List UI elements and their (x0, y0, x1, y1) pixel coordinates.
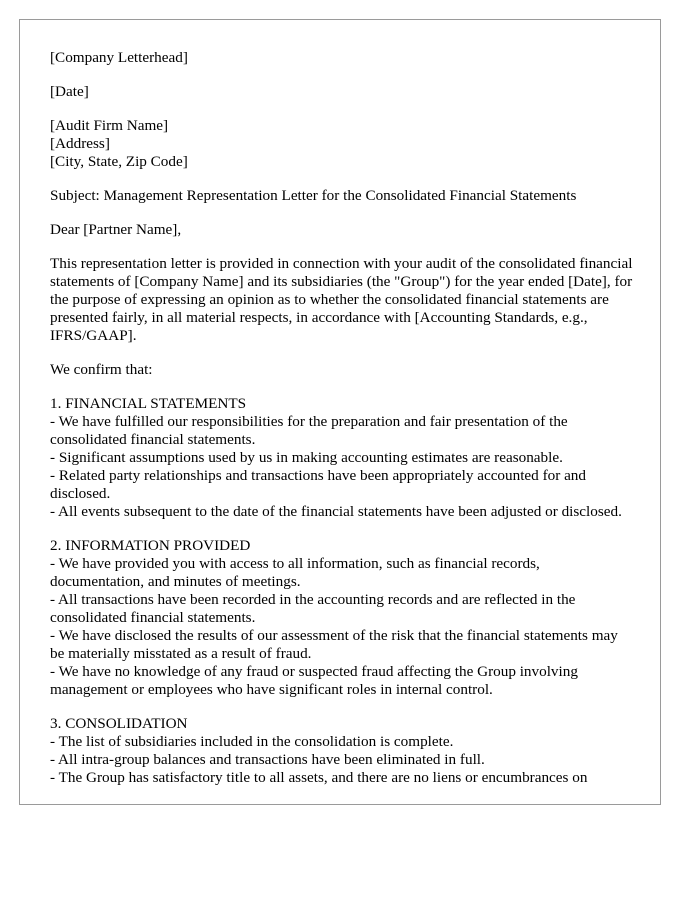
section-title: 2. INFORMATION PROVIDED (50, 537, 251, 554)
bullet-item: - We have fulfilled our responsibilities for the preparation and fair presentation of the consolidated financial statements. (50, 413, 568, 448)
bullet-item: - The list of subsidiaries included in the consolidation is complete. (50, 733, 454, 750)
firm-city-state-zip: [City, State, Zip Code] (50, 153, 188, 170)
bullet-item: - We have no knowledge of any fraud or suspected fraud affecting the Group involving management or employees who have significant roles in internal control. (50, 663, 578, 698)
bullet-item: - All events subsequent to the date of the financial statements have been adjusted or disclosed. (50, 503, 622, 520)
section-financial-statements (50, 395, 634, 521)
firm-address: [Address] (50, 135, 110, 152)
salutation: Dear [Partner Name], (50, 221, 182, 238)
section-information-provided (50, 537, 634, 699)
bullet-item: - Related party relationships and transactions have been appropriately accounted for and disclosed. (50, 467, 586, 502)
audit-firm-name: [Audit Firm Name] (50, 117, 169, 134)
letter-page (19, 19, 661, 805)
letter-date: [Date] (50, 83, 89, 100)
bullet-item: - We have disclosed the results of our assessment of the risk that the financial statements may be materially misstated as a result of fraud. (50, 627, 618, 662)
recipient-address (50, 117, 634, 171)
bullet-item: - All transactions have been recorded in the accounting records and are reflected in the consolidated financial statements. (50, 591, 576, 626)
bullet-item: - Significant assumptions used by us in making accounting estimates are reasonable. (50, 449, 563, 466)
bullet-item: - The Group has satisfactory title to all assets, and there are no liens or encumbrances on (50, 769, 588, 786)
section-consolidation (50, 715, 634, 787)
subject-line: Subject: Management Representation Letter for the Consolidated Financial Statements (50, 187, 577, 204)
section-title: 3. CONSOLIDATION (50, 715, 188, 732)
section-title: 1. FINANCIAL STATEMENTS (50, 395, 247, 412)
intro-paragraph: This representation letter is provided in connection with your audit of the consolidated financial statements of [Company Name] and its subsidiaries (the "Group") for the year ended [Date], for the purpose of expressing an opinion as to whether the consolidated financial statements are presented fairly, in all material respects, in accordance with [Accounting Standards, e.g., IFRS/GAAP]. (50, 255, 633, 344)
bullet-item: - All intra-group balances and transactions have been eliminated in full. (50, 751, 485, 768)
confirm-statement: We confirm that: (50, 361, 153, 378)
letterhead: [Company Letterhead] (50, 49, 188, 66)
bullet-item: - We have provided you with access to all information, such as financial records, documentation, and minutes of meetings. (50, 555, 540, 590)
letter-body (50, 49, 634, 803)
